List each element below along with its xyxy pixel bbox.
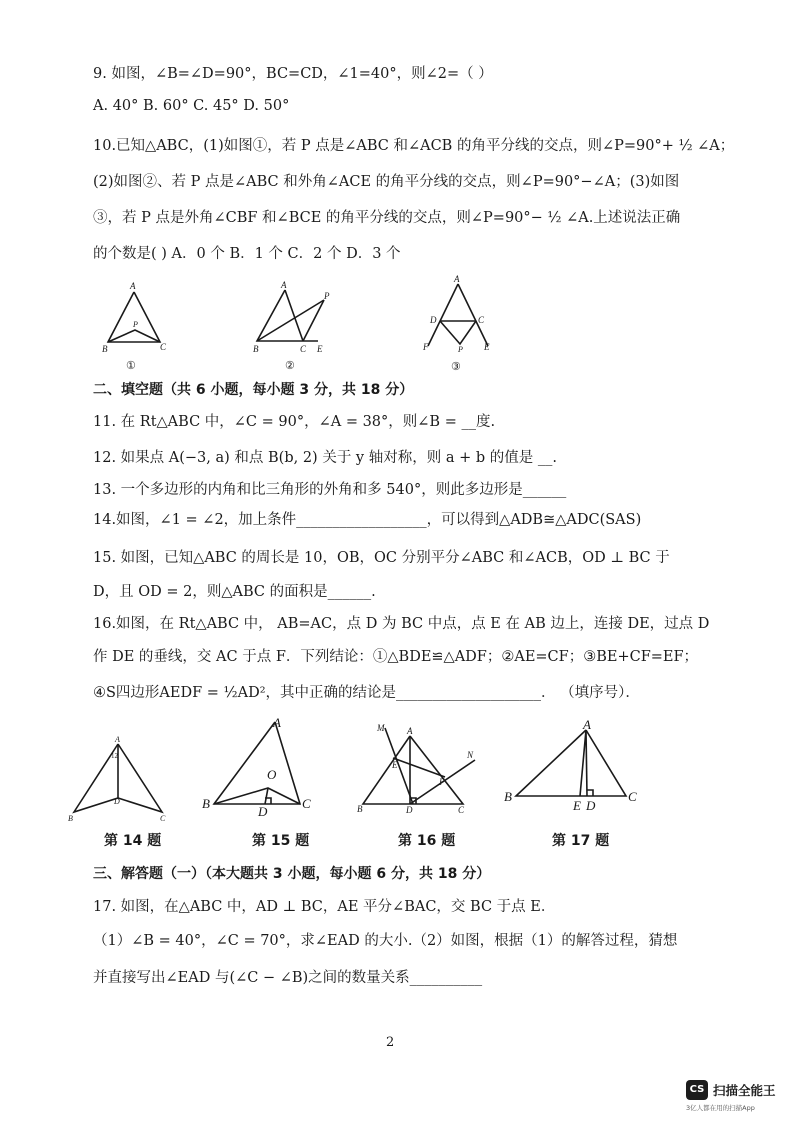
caption-q17: 第 17 题: [552, 833, 610, 849]
section-2-title: 二、填空题（共 6 小题，每小题 3 分，共 18 分）: [93, 382, 414, 398]
page-number: 2: [386, 1035, 395, 1050]
fig2-label-e: E: [317, 344, 323, 354]
q15-line2: D，且 OD = 2，则△ABC 的面积是______.: [93, 584, 376, 600]
fig14-label-a: A: [115, 735, 120, 744]
fig17-label-b: B: [504, 789, 512, 804]
q15-line1: 15. 如图，已知△ABC 的周长是 10，OB，OC 分别平分∠ABC 和∠ACB，OD ⊥ BC 于: [93, 550, 670, 566]
fig15-label-b: B: [202, 796, 210, 811]
fig16-label-a: A: [407, 726, 413, 736]
figure-17: [502, 716, 652, 818]
fig2-mark: ②: [285, 360, 295, 372]
fig17-label-e: E: [573, 798, 581, 813]
fig15-label-c: C: [302, 796, 311, 811]
fig17-label-a: A: [583, 717, 591, 732]
fig16-label-d: D: [406, 805, 413, 815]
q16-line3: ④S四边形AEDF = ½AD²，其中正确的结论是____________________． （填序号）．: [93, 685, 640, 701]
fig16-label-f: F: [439, 777, 445, 787]
fig1-label-a: A: [130, 281, 136, 291]
q14: 14.如图，∠1 = ∠2，加上条件__________________，可以得到△ADB≅△ADC(SAS): [93, 512, 642, 528]
fig17-label-d: D: [586, 798, 596, 813]
fig3-label-d: D: [430, 315, 437, 325]
q16-line2: 作 DE 的垂线，交 AC 于点 F．下列结论：①△BDE≌△ADF；②AE=CF；③BE+CF=EF；: [93, 649, 699, 665]
q17-line1: 17. 如图，在△ABC 中，AD ⊥ BC，AE 平分∠BAC，交 BC 于点 E．: [93, 899, 556, 915]
figure-2: [252, 278, 342, 374]
q11: 11. 在 Rt△ABC 中，∠C = 90°，∠A = 38°，则∠B = __度.: [93, 414, 496, 430]
caption-q15: 第 15 题: [252, 833, 310, 849]
figure-16: [355, 722, 485, 818]
q10-line2: (2)如图②、若 P 点是∠ABC 和外角∠ACE 的角平分线的交点，则∠P=90°−∠A；(3)如图: [93, 174, 680, 190]
fig17-label-c: C: [628, 789, 637, 804]
fig2-label-c: C: [300, 344, 307, 354]
figure-1: [98, 278, 178, 374]
fig2-label-b: B: [253, 344, 259, 354]
q9-stem: 9. 如图，∠B=∠D=90°，BC=CD，∠1=40°，则∠2=（ ）: [93, 66, 493, 82]
fig1-label-c: C: [160, 342, 167, 352]
q9-options: A. 40° B. 60° C. 45° D. 50°: [93, 98, 290, 114]
fig1-mark: ①: [126, 360, 136, 372]
q13: 13. 一个多边形的内角和比三角形的外角和多 540°，则此多边形是______: [93, 482, 567, 498]
scanner-watermark: [686, 1080, 786, 1116]
fig1-label-p: P: [133, 320, 138, 329]
figure-15: [200, 716, 320, 820]
fig3-label-c: C: [478, 315, 485, 325]
fig16-label-c: C: [458, 805, 465, 815]
fig1-label-b: B: [102, 344, 108, 354]
fig3-label-p: P: [458, 345, 463, 354]
fig15-label-d: D: [258, 804, 268, 819]
caption-q14: 第 14 题: [104, 833, 162, 849]
caption-q16: 第 16 题: [398, 833, 456, 849]
section-3-title: 三、解答题（一）（本大题共 3 小题，每小题 6 分，共 18 分）: [93, 866, 491, 882]
q10-line3: ③，若 P 点是外角∠CBF 和∠BCE 的角平分线的交点，则∠P=90°− ½ ∠A.上述说法正确: [93, 210, 681, 226]
figure-14: [66, 732, 172, 828]
q12: 12. 如果点 A(−3, a) 和点 B(b, 2) 关于 y 轴对称，则 a + b 的值是 __.: [93, 450, 557, 466]
fig3-label-a: A: [454, 274, 460, 284]
q10-line1: 10.已知△ABC，(1)如图①，若 P 点是∠ABC 和∠ACB 的角平分线的交点，则∠P=90°+ ½ ∠A；: [93, 138, 735, 154]
q10-line4: 的个数是( ) A．0 个 B．1 个 C．2 个 D．3 个: [93, 246, 401, 262]
fig15-label-o: O: [267, 767, 277, 782]
q17-line2: （1）∠B = 40°，∠C = 70°，求∠EAD 的大小.（2）如图，根据（1）的解答过程，猜想: [93, 933, 678, 949]
fig3-mark: ③: [451, 361, 461, 373]
fig2-label-a: A: [281, 280, 287, 290]
fig3-label-e: E: [484, 342, 490, 352]
fig16-label-m: M: [377, 723, 385, 733]
fig14-label-c: C: [160, 814, 166, 823]
fig16-label-e: E: [392, 760, 398, 770]
watermark-tagline: 3亿人都在用的扫描App: [686, 1104, 755, 1112]
q16-line1: 16.如图，在 Rt△ABC 中， AB=AC，点 D 为 BC 中点，点 E 在 AB 边上，连接 DE，过点 D: [93, 616, 710, 632]
fig14-label-b: B: [68, 814, 73, 823]
q17-line3: 并直接写出∠EAD 与(∠C − ∠B)之间的数量关系__________: [93, 970, 483, 986]
fig16-label-n: N: [467, 750, 474, 760]
fig15-label-a: A: [273, 715, 281, 730]
watermark-name: 扫描全能王: [713, 1083, 776, 1098]
fig14-label-d: D: [114, 797, 120, 806]
figure-3: [420, 272, 500, 378]
fig2-label-p: P: [324, 291, 330, 301]
fig3-label-f: F: [423, 342, 429, 352]
fig14-angles: 12: [111, 752, 118, 760]
fig16-label-b: B: [357, 804, 363, 814]
camscanner-logo-icon: CS: [686, 1080, 708, 1100]
